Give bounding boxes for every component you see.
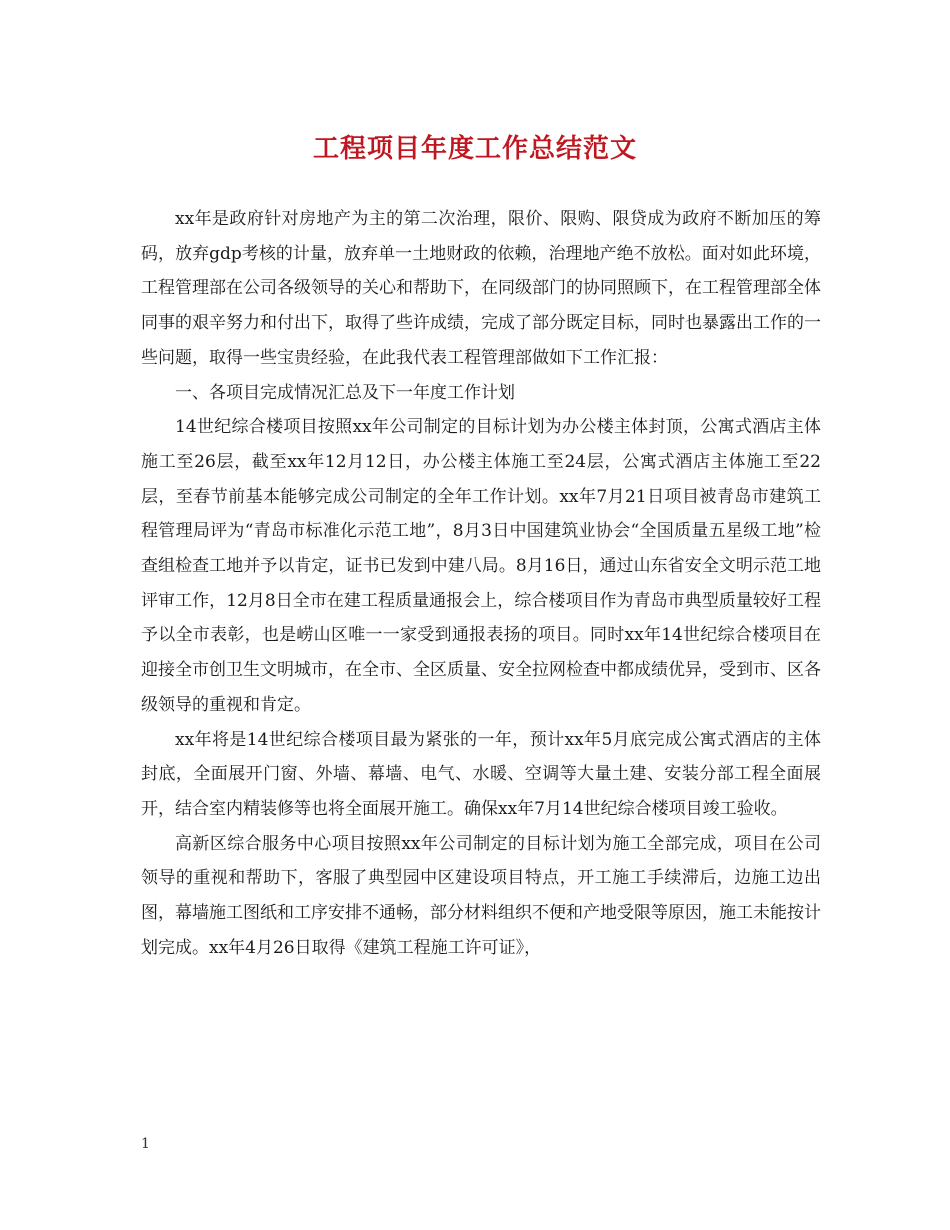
paragraph-next-year-plan: xx年将是14世纪综合楼项目最为紧张的一年，预计xx年5月底完成公寓式酒店的主体封底，全面展开门窗、外墙、幕墙、电气、水暖、空调等大量土建、安装分部工程全面展开，结合室内精装修等也将全面展开施工。确保xx年7月14世纪综合楼项目竣工验收。 (141, 729, 821, 819)
document-body (141, 202, 821, 965)
page-number: 1 (141, 1136, 150, 1152)
paragraph-high-tech-zone-project: 高新区综合服务中心项目按照xx年公司制定的目标计划为施工全部完成，项目在公司领导的重视和帮助下，客服了典型园中区建设项目特点，开工施工手续滞后，边施工边出图，幕墙施工图纸和工序安排不通畅，部分材料组织不便和产地受限等原因，施工未能按计划完成。xx年4月26日取得《建筑工程施工许可证》， (141, 833, 821, 958)
paragraph-intro: xx年是政府针对房地产为主的第二次治理，限价、限购、限贷成为政府不断加压的筹码，放弃gdp考核的计量，放弃单一土地财政的依赖，治理地产绝不放松。面对如此环境，工程管理部在公司各级领导的关心和帮助下，在同级部门的协同照顾下，在工程管理部全体同事的艰辛努力和付出下，取得了些许成绩，完成了部分既定目标，同时也暴露出工作的一些问题，取得一些宝贵经验，在此我代表工程管理部做如下工作汇报： (141, 209, 821, 368)
section-heading: 一、各项目完成情况汇总及下一年度工作计划 (175, 382, 515, 403)
document-title: 工程项目年度工作总结范文 (312, 134, 637, 164)
paragraph-project-14th-century: 14世纪综合楼项目按照xx年公司制定的目标计划为办公楼主体封顶，公寓式酒店主体施工至26层，截至xx年12月12日，办公楼主体施工至24层，公寓式酒店主体施工至22层，至春节前基本能够完成公司制定的全年工作计划。xx年7月21日项目被青岛市建筑工程管理局评为“青岛市标准化示范工地”，8月3日中国建筑业协会“全国质量五星级工地”检查组检查工地并予以肯定，证书已发到中建八局。8月16日，通过山东省安全文明示范工地评审工作，12月8日全市在建工程质量通报会上，综合楼项目作为青岛市典型质量较好工程予以全市表彰，也是崂山区唯一一家受到通报表扬的项目。同时xx年14世纪综合楼项目在迎接全市创卫生文明城市，在全市、全区质量、安全拉网检查中都成绩优异，受到市、区各级领导的重视和肯定。 (141, 417, 821, 715)
